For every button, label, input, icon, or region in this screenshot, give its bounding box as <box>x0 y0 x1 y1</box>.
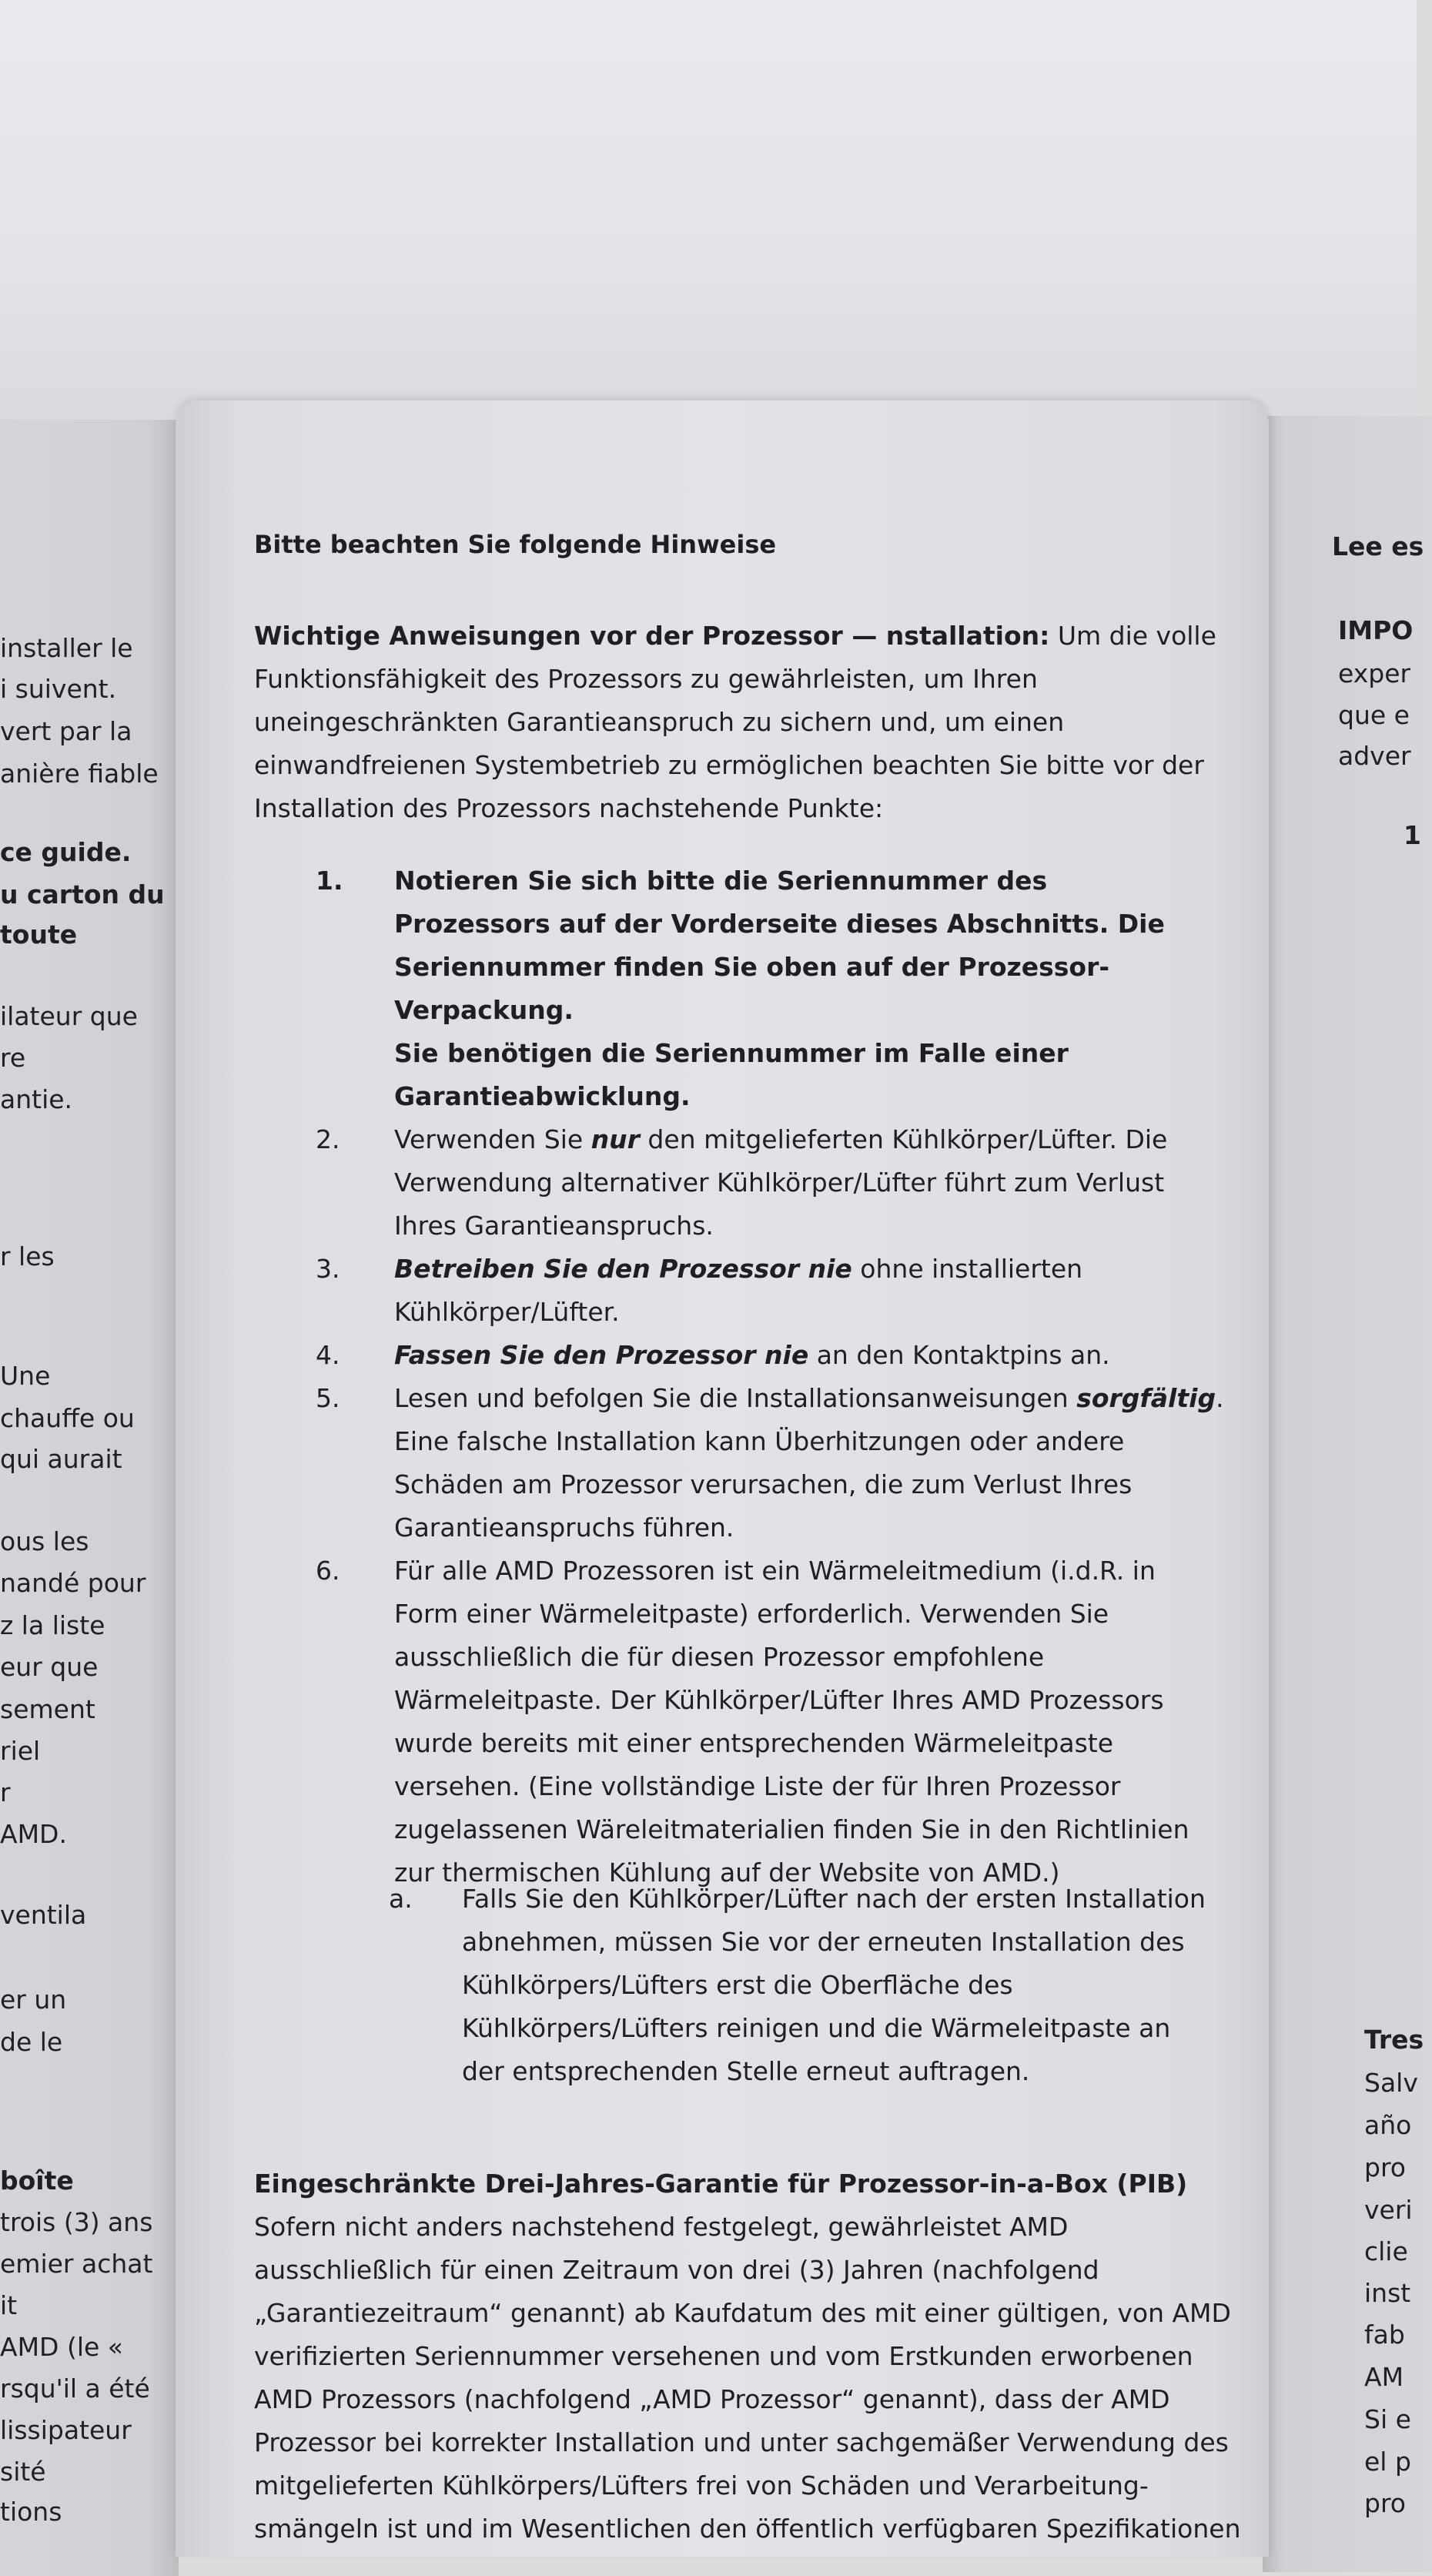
item-line <box>394 1248 1255 1291</box>
sub-item-line: Falls Sie den Kühlkörper/Lüfter nach der ersten Installation <box>462 1884 1206 1914</box>
left-fragment: installer le <box>0 633 133 663</box>
sub-item-text <box>462 1878 1251 2093</box>
item-line: wurde bereits mit einer entsprechenden Wärmeleitpaste <box>394 1728 1114 1758</box>
intro-line: Installation des Prozessors nachstehende Punkte: <box>254 793 884 823</box>
right-fragment: 1 <box>1404 820 1421 850</box>
item-line: Seriennummer finden Sie oben auf der Prozessor-Verpackung. <box>394 952 1110 1025</box>
sub-item-letter: a. <box>389 1884 413 1914</box>
left-fragment: ous les <box>0 1526 89 1556</box>
left-fragment: de le <box>0 2027 63 2057</box>
instruction-list <box>316 859 1255 1894</box>
right-fragment: pro <box>1364 2488 1406 2518</box>
left-fragment: emier achat <box>0 2249 153 2279</box>
sub-item <box>389 1878 1251 2093</box>
sub-item-line: abnehmen, müssen Sie vor der erneuten Installation des <box>462 1927 1185 1957</box>
item-line: Wärmeleitpaste. Der Kühlkörper/Lüfter Ihres AMD Prozessors <box>394 1685 1164 1715</box>
left-fragment: sement <box>0 1694 95 1724</box>
item-line: Für alle AMD Prozessoren ist ein Wärmeleitmedium (i.d.R. in <box>394 1556 1156 1586</box>
left-fragment: antie. <box>0 1084 73 1114</box>
item-text-pre: Verwenden Sie <box>394 1124 591 1154</box>
left-fragment: i suivent. <box>0 674 117 704</box>
item-text-pre: Lesen und befolgen Sie die Installationsanweisungen <box>394 1383 1077 1413</box>
left-fragment: re <box>0 1043 26 1073</box>
right-fragment: Lee es <box>1332 531 1424 561</box>
item-emphasis: nur <box>591 1124 640 1154</box>
list-item <box>316 1377 1255 1549</box>
item-number: 3. <box>316 1254 340 1284</box>
left-fragment: tions <box>0 2497 62 2527</box>
item-line: Form einer Wärmeleitpaste) erforderlich. Verwenden Sie <box>394 1599 1109 1629</box>
item-text <box>394 1248 1255 1334</box>
left-fragment: rsqu'il a été <box>0 2373 150 2403</box>
item-line: ausschließlich die für diesen Prozessor empfohlene <box>394 1642 1045 1672</box>
left-fragment: eur que <box>0 1652 99 1682</box>
item-number: 4. <box>316 1340 340 1370</box>
left-fragment: Une <box>0 1361 51 1391</box>
item-line: Garantieabwicklung. <box>394 1081 691 1111</box>
list-item <box>316 1118 1255 1248</box>
item-number: 1. <box>316 866 343 896</box>
item-line <box>394 1377 1255 1420</box>
item-text <box>394 1377 1255 1549</box>
item-text <box>394 1118 1255 1248</box>
right-fragment: Tres <box>1364 2025 1424 2055</box>
right-fragment: inst <box>1364 2278 1411 2308</box>
list-item <box>316 859 1255 1118</box>
left-fragment: r les <box>0 1241 55 1271</box>
intro-text: Um die volle <box>1057 621 1216 651</box>
warranty-line: smängeln ist und im Wesentlichen den öffentlich verfügbaren Spezifikationen <box>254 2514 1241 2544</box>
left-fragment: z la liste <box>0 1610 105 1640</box>
warranty-line: Prozessor bei korrekter Installation und unter sachgemäßer Verwendung des <box>254 2427 1229 2457</box>
left-fragment: anière fiable <box>0 759 159 789</box>
left-fragment: ilateur que <box>0 1001 138 1031</box>
right-fragment: año <box>1364 2110 1412 2140</box>
item-emphasis: Fassen Sie den Prozessor nie <box>394 1340 809 1370</box>
item-number: 2. <box>316 1124 340 1154</box>
item-line: Verwendung alternativer Kühlkörper/Lüfter führt zum Verlust <box>394 1167 1165 1198</box>
right-fragment: IMPO <box>1338 615 1414 645</box>
left-fragment: chauffe ou <box>0 1403 135 1433</box>
item-line: Kühlkörper/Lüfter. <box>394 1297 620 1327</box>
left-fragment: AMD. <box>0 1819 67 1849</box>
left-fragment: boîte <box>0 2166 74 2196</box>
item-line: Schäden am Prozessor verursachen, die zum Verlust Ihres <box>394 1469 1133 1499</box>
right-fragment: Si e <box>1364 2404 1411 2434</box>
right-fragment: Salv <box>1364 2068 1418 2098</box>
right-fragment: AM <box>1364 2362 1404 2392</box>
intro-line: Funktionsfähigkeit des Prozessors zu gewährleisten, um Ihren <box>254 664 1038 694</box>
intro-line: uneingeschränkten Garantieanspruch zu sichern und, um einen <box>254 707 1065 737</box>
warranty-line: „Garantiezeitraum“ genannt) ab Kaufdatum des mit einer gültigen, von AMD <box>254 2298 1231 2328</box>
warranty-line: Sofern nicht anders nachstehend festgelegt, gewährleistet AMD <box>254 2212 1069 2242</box>
item-line: Sie benötigen die Seriennummer im Falle einer <box>394 1038 1069 1068</box>
item-text <box>394 859 1255 1118</box>
intro-paragraph <box>254 615 1255 830</box>
right-fragment: el p <box>1364 2447 1411 2477</box>
left-fragment: trois (3) ans <box>0 2207 153 2237</box>
right-fragment: clie <box>1364 2236 1408 2266</box>
item-line <box>394 1118 1255 1161</box>
intro-bold-lead: Wichtige Anweisungen vor der Prozessor — nstallation: <box>254 621 1050 651</box>
left-fragment: qui aurait <box>0 1444 122 1474</box>
warranty-heading: Eingeschränkte Drei-Jahres-Garantie für Prozessor-in-a-Box (PIB) <box>254 2169 1188 2199</box>
item-text-post: an den Kontaktpins an. <box>808 1340 1110 1370</box>
warranty-line: AMD Prozessors (nachfolgend „AMD Prozessor“ genannt), dass der AMD <box>254 2384 1170 2414</box>
warranty-line: ausschließlich für einen Zeitraum von drei (3) Jahren (nachfolgend <box>254 2255 1099 2285</box>
warranty-line: mitgelieferten Kühlkörpers/Lüfters frei von Schäden und Verarbeitung- <box>254 2470 1149 2501</box>
left-page-french <box>0 420 179 2576</box>
intro-line <box>254 615 1255 658</box>
left-fragment: AMD (le « <box>0 2332 123 2362</box>
item-emphasis: sorgfältig <box>1076 1383 1216 1413</box>
left-fragment: toute <box>0 920 78 950</box>
right-fragment: veri <box>1364 2195 1413 2225</box>
item-number: 5. <box>316 1383 340 1413</box>
item-line: zugelassenen Wäreleitmaterialien finden Sie in den Richtlinien <box>394 1814 1189 1844</box>
item-number: 6. <box>316 1556 340 1586</box>
item-line: versehen. (Eine vollständige Liste der für Ihren Prozessor <box>394 1771 1121 1801</box>
left-fragment: sité <box>0 2457 46 2487</box>
item-text-post: den mitgelieferten Kühlkörper/Lüfter. Die <box>639 1124 1168 1154</box>
item-text <box>394 1549 1255 1894</box>
item-text-post: . <box>1216 1383 1224 1413</box>
right-fragment: adver <box>1338 741 1411 771</box>
left-fragment: er un <box>0 1985 67 2015</box>
item-line: Notieren Sie sich bitte die Seriennummer des <box>394 866 1048 896</box>
list-item <box>316 1248 1255 1334</box>
intro-line: einwandfreienen Systembetrieb zu ermöglichen beachten Sie bitte vor der <box>254 750 1204 780</box>
left-fragment: u carton du <box>0 879 165 909</box>
item-text-post: ohne installierten <box>852 1254 1083 1284</box>
sub-item-line: Kühlkörpers/Lüfters erst die Oberfläche des <box>462 1970 1013 2000</box>
item-line: zur thermischen Kühlung auf der Website von AMD.) <box>394 1857 1060 1888</box>
item-line: Eine falsche Installation kann Überhitzungen oder andere <box>394 1426 1125 1456</box>
left-fragment: ce guide. <box>0 837 132 867</box>
sub-item-line: der entsprechenden Stelle erneut auftragen. <box>462 2056 1030 2086</box>
left-fragment: r <box>0 1777 11 1807</box>
item-emphasis: Betreiben Sie den Prozessor nie <box>394 1254 852 1284</box>
right-fragment: fab <box>1364 2320 1405 2350</box>
right-fragment: pro <box>1364 2152 1406 2182</box>
item-line <box>394 1334 1255 1377</box>
sub-item-line: Kühlkörpers/Lüfters reinigen und die Wärmeleitpaste an <box>462 2013 1171 2043</box>
background-surface <box>0 0 1417 431</box>
left-fragment: ventila <box>0 1900 87 1930</box>
item-line: Garantieanspruchs führen. <box>394 1512 734 1543</box>
left-fragment: it <box>0 2290 18 2320</box>
left-fragment: riel <box>0 1736 41 1766</box>
item-line: Prozessors auf der Vorderseite dieses Abschnitts. Die <box>394 909 1165 939</box>
right-fragment: que e <box>1338 700 1410 730</box>
warranty-line: verifizierten Seriennummer versehenen und vom Erstkunden erworbenen <box>254 2341 1193 2371</box>
left-fragment: lissipateur <box>0 2415 132 2445</box>
page-heading: Bitte beachten Sie folgende Hinweise <box>254 530 777 559</box>
left-fragment: nandé pour <box>0 1568 146 1598</box>
left-fragment: vert par la <box>0 716 132 746</box>
right-fragment: exper <box>1338 658 1411 688</box>
warranty-section <box>254 2162 1278 2551</box>
item-line: Ihres Garantieanspruchs. <box>394 1211 714 1241</box>
right-page-spanish <box>1263 416 1432 2572</box>
item-text <box>394 1334 1255 1377</box>
list-item <box>316 1334 1255 1377</box>
list-item <box>316 1549 1255 1894</box>
